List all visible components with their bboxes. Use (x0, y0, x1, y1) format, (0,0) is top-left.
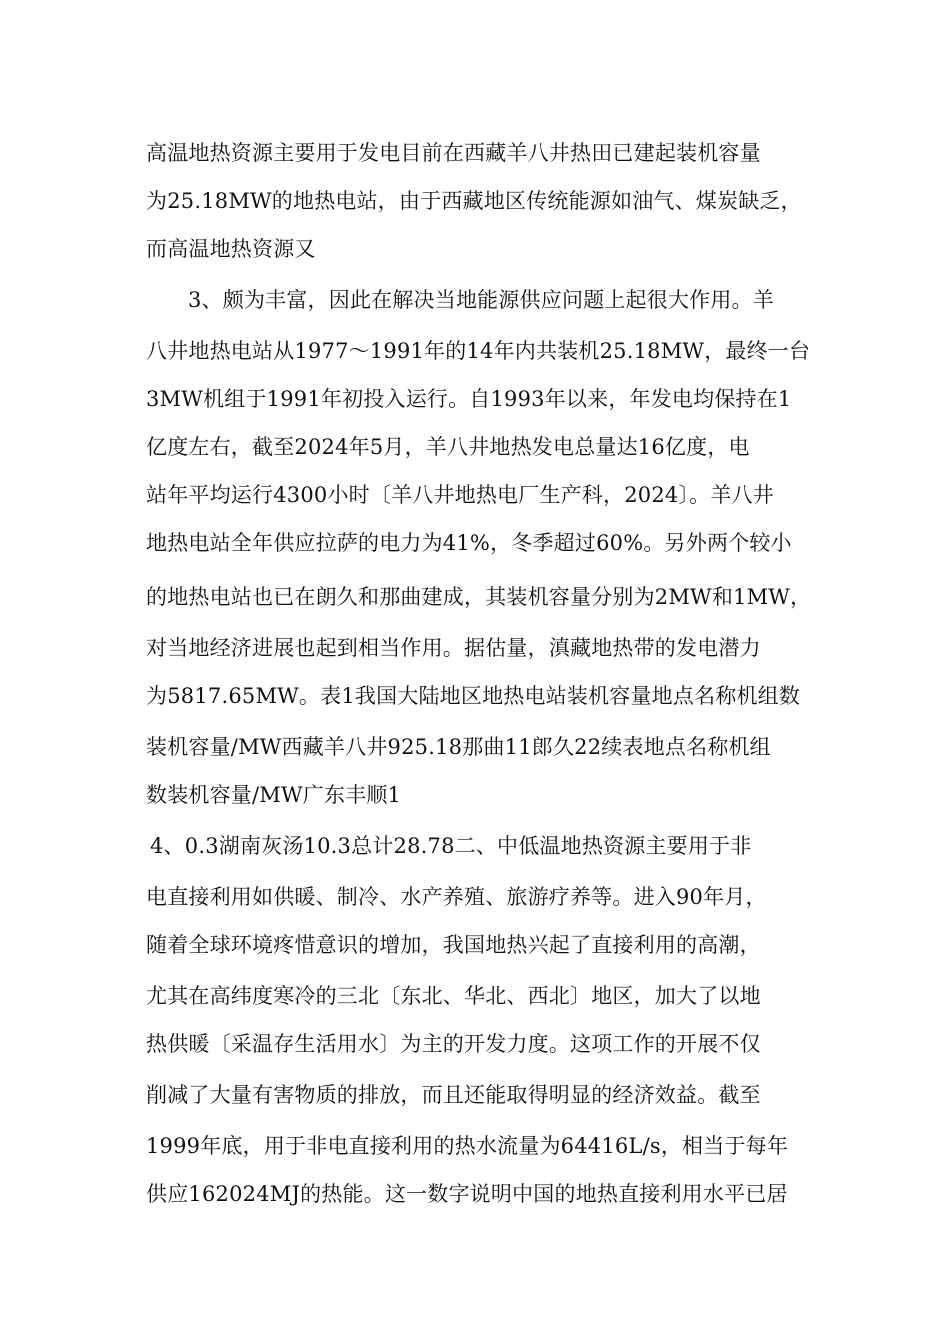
text-line: 亿度左右，截至2024年5月，羊八井地热发电总量达16亿度，电 (146, 435, 750, 459)
text-line: 数装机容量/MW广东丰顺1 (146, 783, 402, 807)
text-line: 削减了大量有害物质的排放，而且还能取得明显的经济效益。截至 (146, 1083, 761, 1107)
text-line: 尤其在高纬度寒冷的三北〔东北、华北、西北〕地区，加大了以地 (146, 984, 761, 1008)
text-line: 的地热电站也已在朗久和那曲建成，其装机容量分别为2MW和1MW， (146, 585, 812, 609)
text-line: 1999年底，用于非电直接利用的热水流量为64416L/s，相当于每年 (146, 1134, 789, 1158)
text-line: 供应162024MJ的热能。这一数字说明中国的地热直接利用水平已居 (146, 1182, 788, 1206)
text-line: 高温地热资源主要用于发电目前在西藏羊八井热田已建起装机容量 (146, 141, 761, 165)
text-line: 八井地热电站从1977～1991年的14年内共装机25.18MW，最终一台 (146, 339, 811, 363)
text-line: 装机容量/MW西藏羊八井925.18那曲11郎久22续表地点名称机组 (146, 735, 771, 759)
text-line: 3MW机组于1991年初投入运行。自1993年以来，年发电均保持在1 (146, 387, 792, 411)
text-line: 对当地经济进展也起到相当作用。据估量，滇藏地热带的发电潜力 (146, 636, 761, 660)
text-line: 为25.18MW的地热电站，由于西藏地区传统能源如油气、煤炭缺乏， (146, 189, 802, 213)
text-line: 电直接利用如供暖、制冷、水产养殖、旅游疗养等。进入90年月， (146, 885, 767, 909)
text-line: 为5817.65MW。表1我国大陆地区地热电站装机容量地点名称机组数 (146, 684, 801, 708)
text-line: 4、0.3湖南灰汤10.3总计28.78二、中低温地热资源主要用于非 (150, 834, 752, 858)
text-line: 随着全球环境疼惜意识的增加，我国地热兴起了直接利用的高潮， (146, 933, 761, 957)
text-line: 站年平均运行4300小时〔羊八井地热电厂生产科，2024〕。羊八井 (146, 483, 774, 507)
text-line: 热供暖〔采温存生活用水〕为主的开发力度。这项工作的开展不仅 (146, 1032, 761, 1056)
text-line: 地热电站全年供应拉萨的电力为41%，冬季超过60%。另外两个较小 (146, 531, 792, 555)
text-line: 而高温地热资源又 (146, 237, 316, 261)
text-line: 3、颇为丰富，因此在解决当地能源供应问题上起很大作用。羊 (188, 288, 774, 312)
